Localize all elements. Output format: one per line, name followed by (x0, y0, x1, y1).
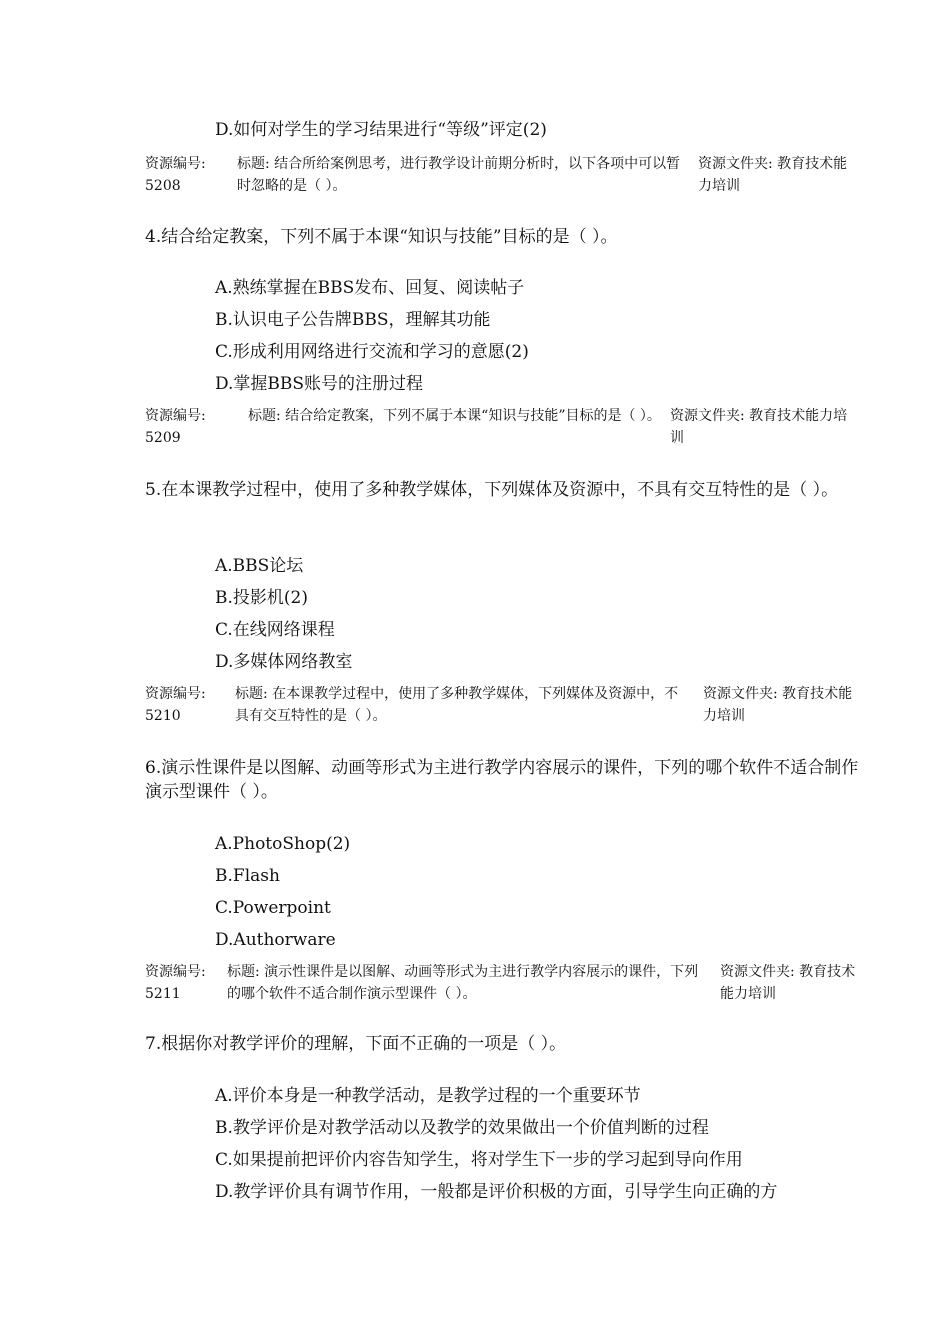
option-5a: A.BBS论坛 (215, 556, 304, 576)
resource-title: 标题: 在本课教学过程中，使用了多种教学媒体，下列媒体及资源中，不具有交互特性的是（ ）。 (235, 686, 679, 724)
option-5d: D.多媒体网络教室 (215, 652, 353, 672)
resource-title: 标题: 结合所给案例思考，进行教学设计前期分析时，以下各项中可以暂时忽略的是（ ）。 (237, 156, 681, 194)
resource-meta-5211 (145, 961, 865, 1005)
option-4c: C.形成利用网络进行交流和学习的意愿(2) (215, 342, 529, 362)
option-6b: B.Flash (215, 866, 280, 886)
resource-folder: 资源文件夹: 教育技术能力培训 (720, 964, 856, 1002)
resource-id-label: 资源编号: (145, 408, 206, 424)
resource-id (145, 683, 223, 727)
question-4-stem: 4.结合给定教案，下列不属于本课“知识与技能”目标的是（ ）。 (145, 227, 618, 247)
resource-meta-5209 (145, 405, 865, 449)
option-7a: A.评价本身是一种教学活动，是教学过程的一个重要环节 (215, 1086, 641, 1106)
resource-id-label: 资源编号: (145, 686, 206, 702)
option-4b: B.认识电子公告牌BBS，理解其功能 (215, 310, 491, 330)
resource-folder: 资源文件夹: 教育技术能力培训 (703, 686, 853, 724)
option-6d: D.Authorware (215, 930, 336, 950)
resource-id-label: 资源编号: (145, 156, 206, 172)
option-4a: A.熟练掌握在BBS发布、回复、阅读帖子 (215, 278, 525, 298)
option-3d: D.如何对学生的学习结果进行“等级”评定(2) (215, 120, 547, 140)
option-6a: A.PhotoShop(2) (215, 834, 351, 854)
option-7d: D.教学评价具有调节作用，一般都是评价积极的方面，引导学生向正确的方 (215, 1182, 778, 1202)
resource-id (145, 961, 223, 1005)
option-7b: B.教学评价是对教学活动以及教学的效果做出一个价值判断的过程 (215, 1118, 709, 1138)
resource-id-value: 5208 (145, 178, 181, 194)
option-6c: C.Powerpoint (215, 898, 331, 918)
resource-title: 标题: 结合给定教案，下列不属于本课“知识与技能”目标的是（ ）。 (248, 408, 661, 424)
option-4d: D.掌握BBS账号的注册过程 (215, 374, 424, 394)
question-5-stem: 5.在本课教学过程中，使用了多种教学媒体，下列媒体及资源中，不具有交互特性的是（ ）。 (145, 480, 839, 500)
resource-meta-5208 (145, 153, 865, 197)
option-5c: C.在线网络课程 (215, 620, 335, 640)
question-7-stem: 7.根据你对教学评价的理解，下面不正确的一项是（ ）。 (145, 1034, 567, 1054)
question-6-stem: 6.演示性课件是以图解、动画等形式为主进行教学内容展示的课件，下列的哪个软件不适合制作演示型课件（ ）。 (145, 758, 859, 802)
resource-id-value: 5211 (145, 986, 181, 1002)
resource-meta-5210 (145, 683, 865, 727)
resource-folder: 资源文件夹: 教育技术能力培训 (698, 156, 848, 194)
resource-id-value: 5209 (145, 430, 181, 446)
resource-id-value: 5210 (145, 708, 181, 724)
option-7c: C.如果提前把评价内容告知学生，将对学生下一步的学习起到导向作用 (215, 1150, 743, 1170)
resource-id (145, 405, 223, 449)
resource-id (145, 153, 223, 197)
resource-id-label: 资源编号: (145, 964, 206, 980)
resource-folder: 资源文件夹: 教育技术能力培训 (670, 408, 848, 446)
option-5b: B.投影机(2) (215, 588, 308, 608)
resource-title: 标题: 演示性课件是以图解、动画等形式为主进行教学内容展示的课件，下列的哪个软件不适合制作演示型课件（ ）。 (227, 964, 699, 1002)
